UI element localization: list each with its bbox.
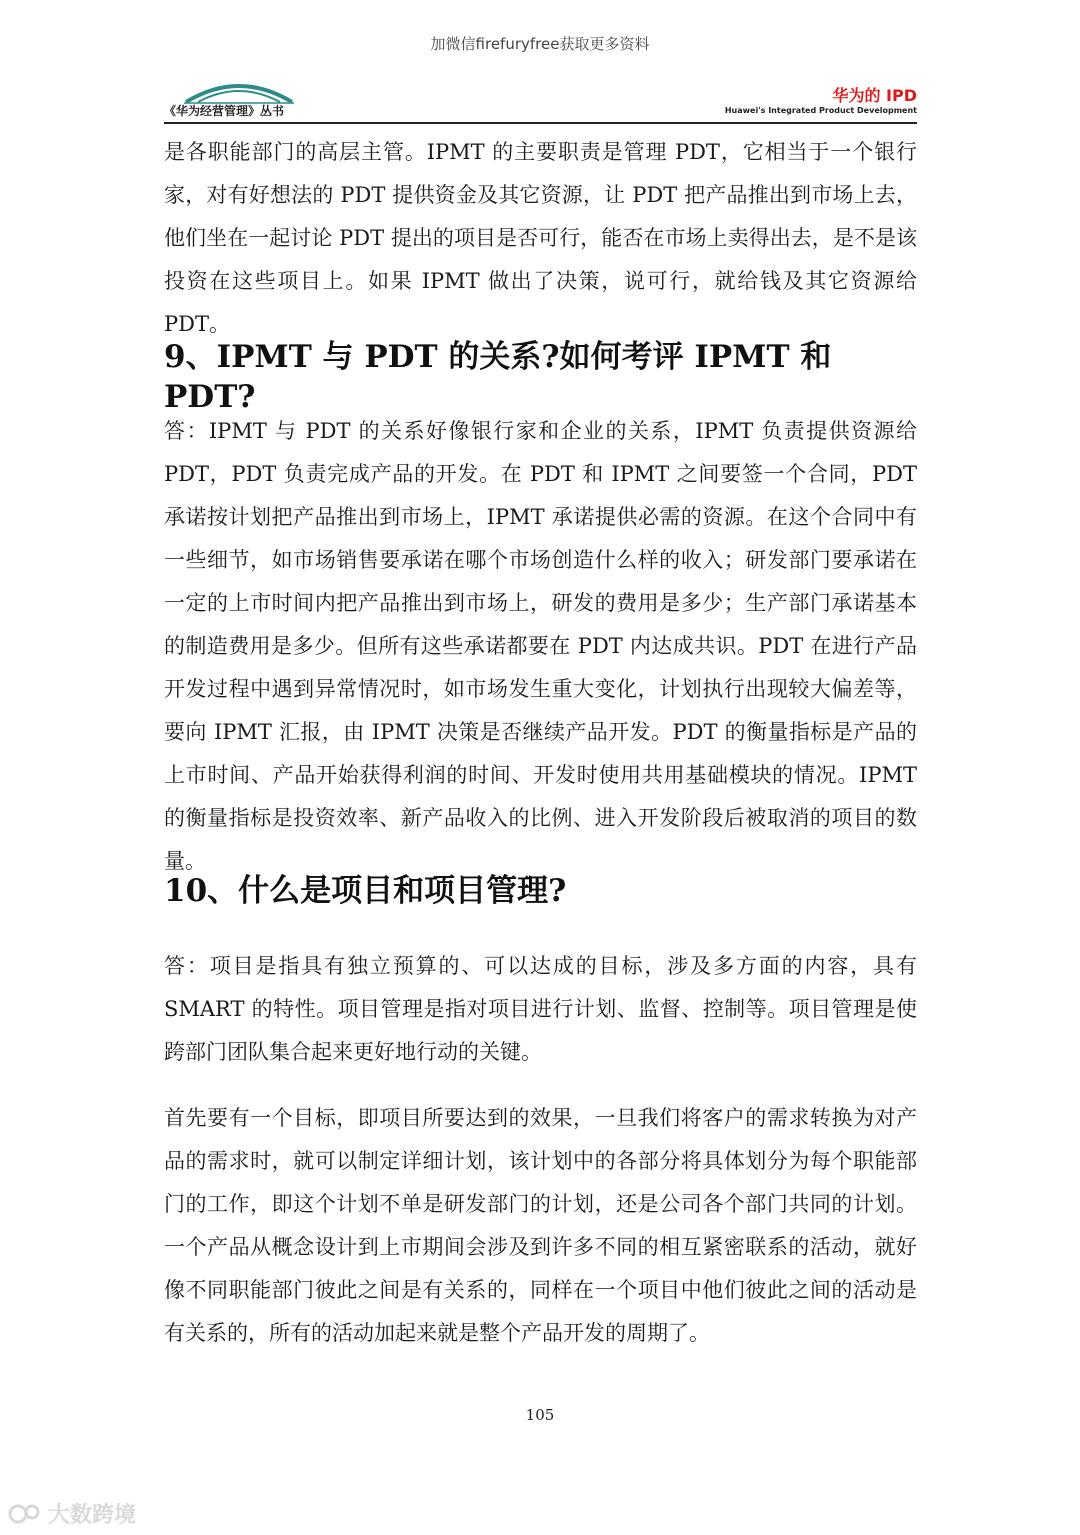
watermark-text: 大数跨境: [48, 1503, 137, 1528]
intro-section: [164, 131, 917, 346]
brand-subtitle: Huawei's Integrated Product Development: [724, 106, 917, 115]
section-10-heading: 10、什么是项目和项目管理?: [164, 873, 567, 909]
header-rule: [164, 122, 917, 124]
section-10-paragraph-b: 首先要有一个目标，即项目所要达到的效果，一旦我们将客户的需求转换为对产品的需求时，就可以制定详细计划，该计划中的各部分将具体划分为每个职能部门的工作，即这个计划不单是研发部门的计划，还是公司各个部门共同的计划。一个产品从概念设计到上市期间会涉及到许多不同的相互紧密联系的活动，就好像不同职能部门彼此之间是有关系的，同样在一个项目中他们彼此之间的活动是有关系的，所有的活动加起来就是整个产品开发的周期了。: [164, 1106, 917, 1345]
page-header: [164, 72, 917, 124]
section-10-body-b: [164, 1097, 917, 1355]
watermark: [8, 1498, 136, 1529]
series-logo-icon: [184, 78, 294, 104]
section-9: [164, 337, 917, 417]
page-number: 105: [525, 1406, 555, 1424]
brand-block: [725, 86, 917, 116]
top-note: 加微信firefuryfree获取更多资料: [430, 35, 650, 53]
section-10-paragraph-a: 答：项目是指具有独立预算的、可以达成的目标，涉及多方面的内容，具有 SMART 的特性。项目管理是指对项目进行计划、监督、控制等。项目管理是使跨部门团队集合起来更好地行动的关键。: [164, 954, 917, 1064]
section-10-body-a: [164, 945, 917, 1074]
section-9-body: [164, 410, 917, 883]
section-9-paragraph: 答：IPMT 与 PDT 的关系好像银行家和企业的关系，IPMT 负责提供资源给 PDT，PDT 负责完成产品的开发。在 PDT 和 IPMT 之间要签一个合同，PDT 承诺按计划把产品推出到市场上，IPMT 承诺提供必需的资源。在这个合同中有一些细节，如市场销售要承诺在哪个市场创造什么样的收入；研发部门要承诺在一定的上市时间内把产品推出到市场上，研发的费用是多少；生产部门承诺基本的制造费用是多少。但所有这些承诺都要在 PDT 内达成共识。PDT 在进行产品开发过程中遇到异常情况时，如市场发生重大变化，计划执行出现较大偏差等，要向 IPMT 汇报，由 IPMT 决策是否继续产品开发。PDT 的衡量指标是产品的上市时间、产品开始获得利润的时间、开发时使用共用基础模块的情况。IPMT 的衡量指标是投资效率、新产品收入的比例、进入开发阶段后被取消的项目的数量。: [164, 419, 917, 873]
section-10: [164, 871, 917, 911]
intro-paragraph: 是各职能部门的高层主管。IPMT 的主要职责是管理 PDT，它相当于一个银行家，对有好想法的 PDT 提供资金及其它资源，让 PDT 把产品推出到市场上去，他们坐在一起讨论 PDT 提出的项目是否可行，能否在市场上卖得出去，是不是该投资在这些项目上。如果 IPMT 做出了决策，说可行，就给钱及其它资源给 PDT。: [164, 140, 917, 336]
brand-title: 华为的 IPD: [832, 86, 917, 105]
series-title: 《华为经营管理》丛书: [164, 104, 285, 118]
section-9-heading: 9、IPMT 与 PDT 的关系?如何考评 IPMT 和 PDT?: [164, 339, 832, 415]
watermark-logo-icon: [8, 1501, 44, 1527]
